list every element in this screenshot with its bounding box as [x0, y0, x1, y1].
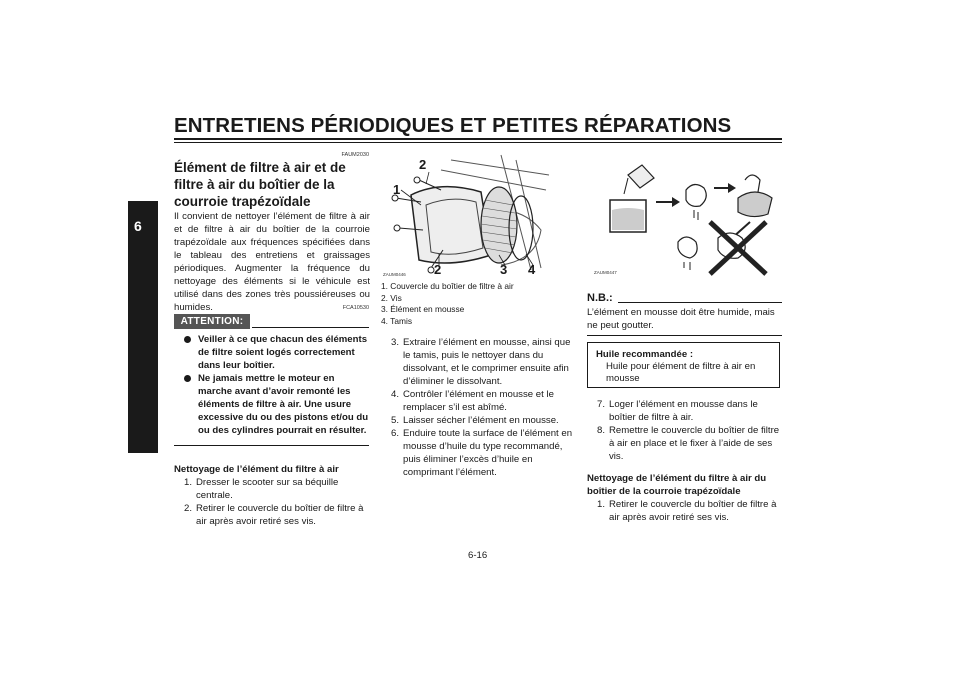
figure-callout: 1 — [393, 182, 401, 197]
step-item: 8. Remettre le couvercle du boîtier de filtre à air en place et le fixer à l’aide de ses vis. — [597, 425, 780, 462]
header-rule-thin — [174, 142, 782, 143]
attention-code: FCA10530 — [342, 305, 369, 311]
recommended-oil-box — [587, 342, 780, 388]
step-item: 1. Retirer le couvercle du boîtier de filtre à air après avoir retiré ses vis. — [597, 499, 777, 523]
chapter-number: 6 — [134, 218, 142, 234]
figure-callout: 2 — [419, 157, 427, 172]
bullet-icon — [184, 375, 191, 382]
page-number: 6-16 — [468, 550, 488, 561]
step-item: 1. Dresser le scooter sur sa béquille centrale. — [184, 477, 339, 501]
section-title: Élément de filtre à air et de filtre à air du boîtier de la courroie trapézoïdale — [174, 160, 346, 209]
step-item: 4. Contrôler l’élément en mousse et le remplacer s’il est abîmé. — [391, 389, 554, 413]
air-filter-drawing — [381, 150, 551, 280]
air-filter-figure — [381, 150, 551, 280]
nb-rule — [618, 302, 782, 303]
step-list — [381, 336, 577, 479]
page-header-title: ENTRETIENS PÉRIODIQUES ET PETITES RÉPARATIONS — [174, 114, 732, 137]
figure-callout: 2 — [434, 262, 442, 277]
figure-callout: 3 — [500, 262, 508, 277]
belt-filter-section — [587, 472, 782, 524]
intro-paragraph: Il convient de nettoyer l’élément de filtre à air et de filtre à air du boîtier de la courroie trapézoïdale aux fréquences spécifiées dans le tableau des entretiens et graissages périodiques. Augmenter la fréquence du nettoyage des éléments si le véhicule est utilisé dans des zones très poussiéreuses ou humides. — [174, 211, 370, 313]
step-list — [587, 398, 782, 463]
figure-caption: 4. Tamis — [381, 315, 413, 326]
foam-cleaning-drawing — [590, 150, 782, 278]
figure-caption-list — [381, 281, 577, 327]
foam-cleaning-figure — [590, 150, 782, 278]
step-item: 2. Retirer le couvercle du boîtier de filtre à air après avoir retiré ses vis. — [184, 503, 364, 527]
attention-item: Ne jamais mettre le moteur en marche avant d’avoir remonté les éléments de filtre à air. Une usure excessive du ou des pistons et/ou du ou des cylindres pourrait en résulter. — [184, 372, 370, 437]
nb-text: L’élément en mousse doit être humide, mais ne peut goutter. — [587, 307, 775, 331]
figure-code: ZAUM0446 — [383, 272, 406, 277]
step-list — [587, 498, 782, 524]
nb-bottom-rule — [587, 335, 782, 336]
oil-value: Huile pour élément de filtre à air en mousse — [606, 361, 756, 384]
figure-caption: 1. Couvercle du boîtier de filtre à air — [381, 281, 514, 291]
header-rule — [174, 138, 782, 140]
attention-list — [184, 333, 370, 437]
figure-callout: 4 — [528, 262, 536, 277]
attention-item: Veiller à ce que chacun des éléments de filtre soient logés correctement dans leur boîtier. — [184, 333, 370, 372]
subheading: Nettoyage de l’élément du filtre à air du boîtier de la courroie trapézoïdale — [587, 473, 767, 497]
step-item: 3. Extraire l’élément en mousse, ainsi que le tamis, puis le nettoyer dans du dissolvant, et le comprimer ensuite afin d’éliminer le dissolvant. — [391, 337, 571, 387]
section-code: FAUM2030 — [341, 152, 369, 158]
nb-label: N.B.: — [587, 292, 613, 304]
figure-caption: 3. Élément en mousse — [381, 304, 465, 314]
bullet-icon — [184, 336, 191, 343]
cleaning-section — [174, 463, 370, 528]
oil-label: Huile recommandée : — [596, 349, 694, 360]
step-list — [174, 476, 370, 528]
subheading: Nettoyage de l’élément du filtre à air — [174, 464, 339, 475]
step-item: 6. Enduire toute la surface de l’élément en mousse d’huile du type recommandé, puis éliminer l’excès d’huile en comprimant l’élément. — [391, 428, 573, 478]
attention-label: ATTENTION: — [174, 314, 250, 329]
attention-bottom-rule — [174, 445, 369, 446]
chapter-tab — [128, 201, 158, 453]
attention-rule — [252, 327, 369, 328]
figure-code: ZAUM0447 — [594, 270, 617, 275]
step-item: 7. Loger l’élément en mousse dans le boîtier de filtre à air. — [597, 399, 758, 423]
figure-caption: 2. Vis — [381, 292, 402, 303]
step-item: 5. Laisser sécher l’élément en mousse. — [391, 415, 559, 426]
